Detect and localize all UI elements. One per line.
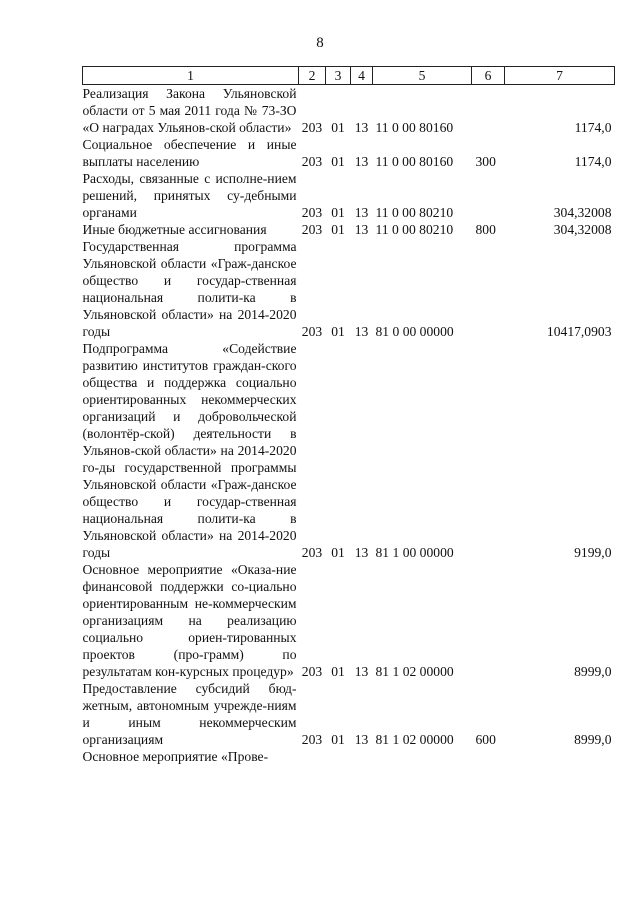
- row-subsection-code: [351, 748, 373, 765]
- row-section-code: 01: [331, 205, 345, 220]
- row-target-item-code: 81 1 02 00000: [375, 732, 454, 747]
- row-target-item-code: [373, 748, 472, 765]
- row-name: Основное мероприятие «Прове-: [82, 749, 269, 764]
- row-department-code: 203: [301, 120, 323, 135]
- table-row: [83, 561, 615, 680]
- column-header-target-item: 5: [373, 67, 472, 85]
- table-row: [83, 748, 615, 765]
- table-row: [83, 221, 615, 238]
- table-row: [83, 238, 615, 340]
- budget-table: [82, 66, 615, 765]
- column-header-expense-type: 6: [472, 67, 505, 85]
- row-name: Социальное обеспечение и иные выплаты населению: [82, 137, 297, 169]
- row-amount: 10417,0903: [546, 324, 612, 339]
- row-section-code: 01: [331, 154, 345, 169]
- row-amount: 9199,0: [574, 545, 612, 560]
- row-department-code: 203: [301, 154, 323, 169]
- row-section-code: 01: [331, 324, 345, 339]
- row-target-item-code: 81 1 00 00000: [375, 545, 454, 560]
- row-expense-type-code: [472, 748, 505, 765]
- row-name: Расходы, связанные с исполне-нием решений, принятых су-дебными органами: [82, 171, 297, 220]
- row-amount: 1174,0: [574, 120, 612, 135]
- row-subsection-code: 13: [354, 205, 369, 220]
- page-number: 8: [316, 35, 324, 51]
- row-expense-type-code: 300: [475, 154, 496, 169]
- row-expense-type-code: [472, 85, 505, 137]
- column-header-department: 2: [299, 67, 326, 85]
- header-row: [83, 67, 615, 85]
- row-subsection-code: 13: [354, 222, 369, 237]
- row-target-item-code: 11 0 00 80160: [375, 154, 454, 169]
- row-target-item-code: 11 0 00 80160: [375, 120, 454, 135]
- row-subsection-code: 13: [354, 545, 369, 560]
- table-row: [83, 136, 615, 170]
- table-body: [83, 85, 615, 766]
- row-section-code: 01: [331, 222, 345, 237]
- row-department-code: [299, 748, 326, 765]
- row-section-code: 01: [331, 732, 345, 747]
- row-target-item-code: 11 0 00 80210: [375, 205, 454, 220]
- table-row: [83, 340, 615, 561]
- row-name: Государственная программа Ульяновской области «Граж-данское общество и государ-ственная национальная полити-ка в Ульяновской области» на 2014-2020 годы: [82, 239, 297, 339]
- table-row: [83, 680, 615, 748]
- row-department-code: 203: [301, 545, 323, 560]
- row-name: Подпрограмма «Содействие развитию институтов граждан-ского общества и поддержка социально ориентированных некоммерческих организаций и добровольческой (волонтёр-ской) деятельности в Ульянов-ской области» на 2014-2020 го-ды государственной программы Ульяновской области «Граж-данское общество и государ-ственная национальная полити-ка в Ульяновской области» на 2014-2020 годы: [82, 341, 297, 560]
- row-target-item-code: 81 1 02 00000: [375, 664, 454, 679]
- row-section-code: 01: [331, 545, 345, 560]
- row-section-code: 01: [331, 664, 345, 679]
- row-name: Реализация Закона Ульяновской области от 5 мая 2011 года № 73-ЗО «О наградах Ульянов-ской области»: [82, 86, 297, 135]
- row-department-code: 203: [301, 324, 323, 339]
- row-target-item-code: 11 0 00 80210: [375, 222, 454, 237]
- row-expense-type-code: 800: [475, 222, 496, 237]
- table-header: [83, 67, 615, 85]
- row-expense-type-code: [472, 340, 505, 561]
- row-department-code: 203: [301, 732, 323, 747]
- row-department-code: 203: [301, 222, 323, 237]
- row-name: Основное мероприятие «Оказа-ние финансовой поддержки со-циально ориентированным не-коммерческим организациям на реализацию социально ориен-тированных проектов (про-грамм) по результатам кон-курсных процедур»: [82, 562, 297, 679]
- row-expense-type-code: [472, 561, 505, 680]
- row-name: Иные бюджетные ассигнования: [82, 222, 267, 237]
- row-amount: 8999,0: [574, 732, 612, 747]
- row-section-code: 01: [331, 120, 345, 135]
- row-subsection-code: 13: [354, 732, 369, 747]
- row-section-code: [326, 748, 351, 765]
- row-department-code: 203: [301, 664, 323, 679]
- row-amount: 8999,0: [574, 664, 612, 679]
- row-subsection-code: 13: [354, 324, 369, 339]
- row-target-item-code: 81 0 00 00000: [375, 324, 454, 339]
- column-header-amount: 7: [505, 67, 615, 85]
- row-name: Предоставление субсидий бюд-жетным, автономным учрежде-ниям и иным некоммерческим организациям: [82, 681, 297, 747]
- row-amount: [505, 748, 615, 765]
- row-amount: 304,32008: [553, 222, 612, 237]
- row-subsection-code: 13: [354, 154, 369, 169]
- column-header-section: 3: [326, 67, 351, 85]
- row-expense-type-code: 600: [475, 732, 496, 747]
- row-amount: 304,32008: [553, 205, 612, 220]
- row-expense-type-code: [472, 238, 505, 340]
- column-header-subsection: 4: [351, 67, 373, 85]
- table-row: [83, 170, 615, 221]
- row-amount: 1174,0: [574, 154, 612, 169]
- row-subsection-code: 13: [354, 120, 369, 135]
- column-header-name: 1: [83, 67, 299, 85]
- row-expense-type-code: [472, 170, 505, 221]
- row-department-code: 203: [301, 205, 323, 220]
- table-row: [83, 85, 615, 137]
- row-subsection-code: 13: [354, 664, 369, 679]
